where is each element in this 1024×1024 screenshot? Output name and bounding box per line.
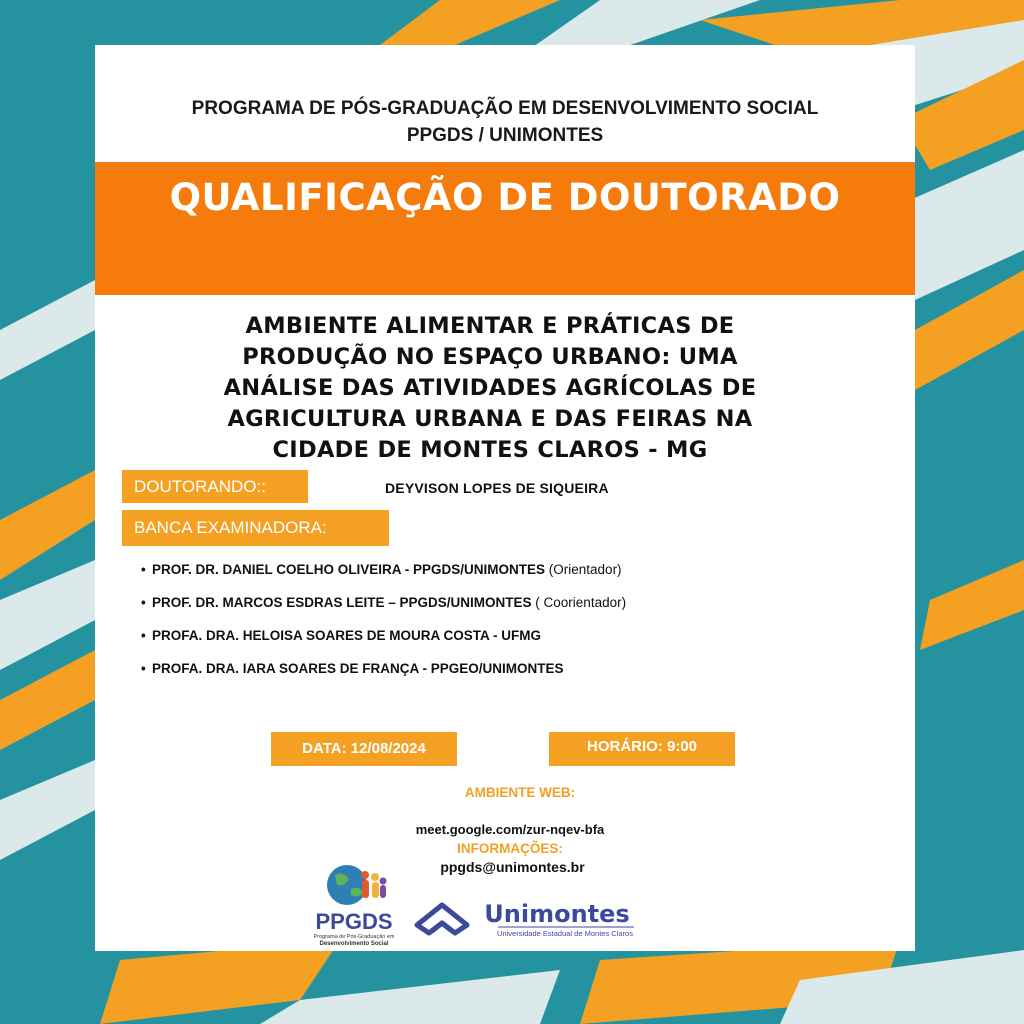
unimontes-logo-caption: Universidade Estadual de Montes Claros: [497, 929, 633, 938]
contact-email[interactable]: ppgds@unimontes.br: [440, 859, 585, 875]
member-name: PROFA. DRA. IARA SOARES DE FRANÇA - PPGEO/UNIMONTES: [152, 661, 564, 676]
globe-icon: [327, 865, 367, 905]
unimontes-logo: [412, 895, 637, 941]
thesis-title-line: PRODUÇÃO NO ESPAÇO URBANO: UMA: [242, 344, 738, 370]
doutorando-label: DOUTORANDO::: [122, 470, 308, 503]
program-acronym: PPGDS / UNIMONTES: [406, 125, 604, 146]
thesis-title-line: ANÁLISE DAS ATIVIDADES AGRÍCOLAS DE: [223, 375, 757, 401]
committee-member: [141, 619, 626, 652]
ppgds-logo-text: PPGDS: [315, 909, 393, 934]
content-card: [95, 45, 915, 951]
member-name: PROFA. DRA. HELOISA SOARES DE MOURA COSTA - UFMG: [152, 628, 542, 643]
bullet-icon: •: [141, 661, 146, 676]
program-name: PROGRAMA DE PÓS-GRADUAÇÃO EM DESENVOLVIMENTO SOCIAL: [191, 98, 819, 119]
thesis-title: [205, 311, 775, 466]
committee-list: [141, 553, 626, 685]
web-environment-label: AMBIENTE WEB:: [464, 785, 576, 800]
student-name: DEYVISON LOPES DE SIQUEIRA: [385, 480, 609, 496]
bullet-icon: •: [141, 628, 146, 643]
committee-member: [141, 553, 626, 586]
ppgds-logo-caption: Programa de Pós-Graduação em: [313, 934, 395, 940]
time-badge: HORÁRIO: 9:00: [549, 732, 735, 766]
member-role: (Orientador): [545, 562, 622, 577]
ppgds-logo: [307, 863, 402, 949]
member-name: PROF. DR. DANIEL COELHO OLIVEIRA - PPGDS/UNIMONTES: [152, 562, 546, 577]
program-header: [95, 95, 915, 149]
committee-member: [141, 586, 626, 619]
unimontes-logo-text: Unimontes: [484, 900, 630, 928]
banca-label: BANCA EXAMINADORA:: [122, 510, 389, 546]
meeting-link[interactable]: meet.google.com/zur-nqev-bfa: [415, 822, 605, 837]
title-banner: [95, 162, 915, 295]
ppgds-logo-caption: Desenvolvimento Social: [319, 941, 389, 947]
thesis-title-line: AMBIENTE ALIMENTAR E PRÁTICAS DE: [245, 313, 735, 339]
committee-member: [141, 652, 626, 685]
thesis-title-line: CIDADE DE MONTES CLAROS - MG: [272, 437, 708, 463]
unimontes-emblem-icon: [417, 905, 467, 933]
date-badge: DATA: 12/08/2024: [271, 732, 457, 766]
member-role: ( Coorientador): [531, 595, 627, 610]
information-label: INFORMAÇÕES:: [457, 841, 563, 856]
thesis-title-line: AGRICULTURA URBANA E DAS FEIRAS NA: [227, 406, 753, 432]
event-title: QUALIFICAÇÃO DE DOUTORADO: [169, 176, 841, 219]
bullet-icon: •: [141, 595, 146, 610]
member-name: PROF. DR. MARCOS ESDRAS LEITE – PPGDS/UNIMONTES: [152, 595, 532, 610]
bullet-icon: •: [141, 562, 146, 577]
